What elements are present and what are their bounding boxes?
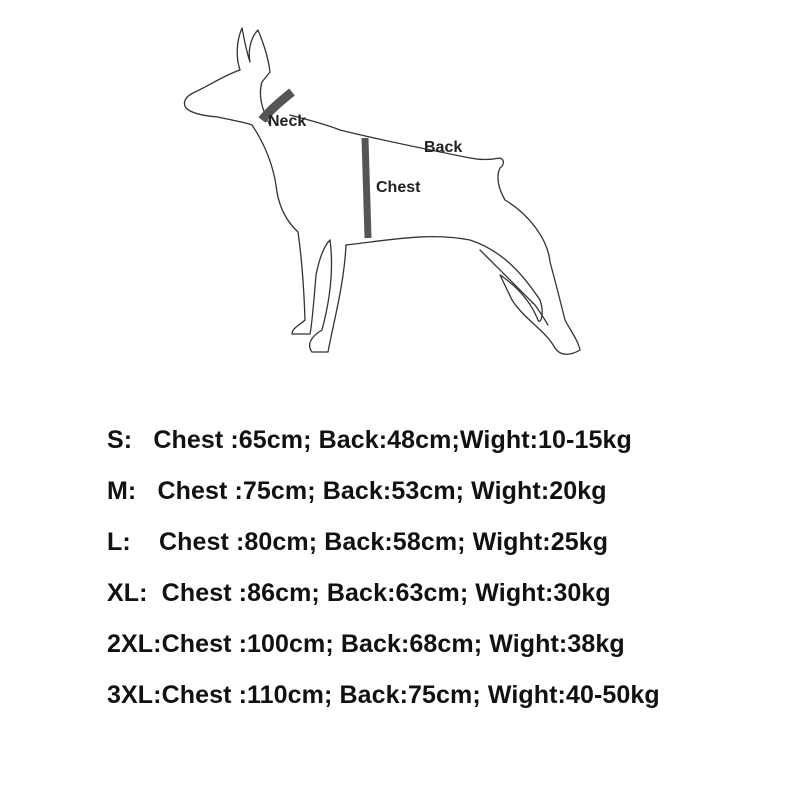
back-label: Back [424, 139, 463, 156]
size-row-xl: XL: Chest :86cm; Back:63cm; Wight:30kg [107, 579, 611, 607]
size-chart [107, 424, 660, 730]
neck-label: Neck [268, 113, 307, 130]
dog-front-outline [252, 125, 346, 352]
dog-head-outline [184, 28, 270, 125]
size-row-s: S: Chest :65cm; Back:48cm;Wight:10-15kg [107, 426, 632, 454]
dog-hindleg-outline [480, 250, 548, 325]
size-row-m: M: Chest :75cm; Back:53cm; Wight:20kg [107, 477, 607, 505]
size-row-l: L: Chest :80cm; Back:58cm; Wight:25kg [107, 528, 609, 556]
chest-label: Chest [376, 179, 421, 196]
chest-measure-band [365, 138, 368, 238]
size-row-3xl: 3XL:Chest :110cm; Back:75cm; Wight:40-50kg [107, 681, 660, 709]
size-row-2xl: 2XL:Chest :100cm; Back:68cm; Wight:38kg [107, 630, 625, 658]
